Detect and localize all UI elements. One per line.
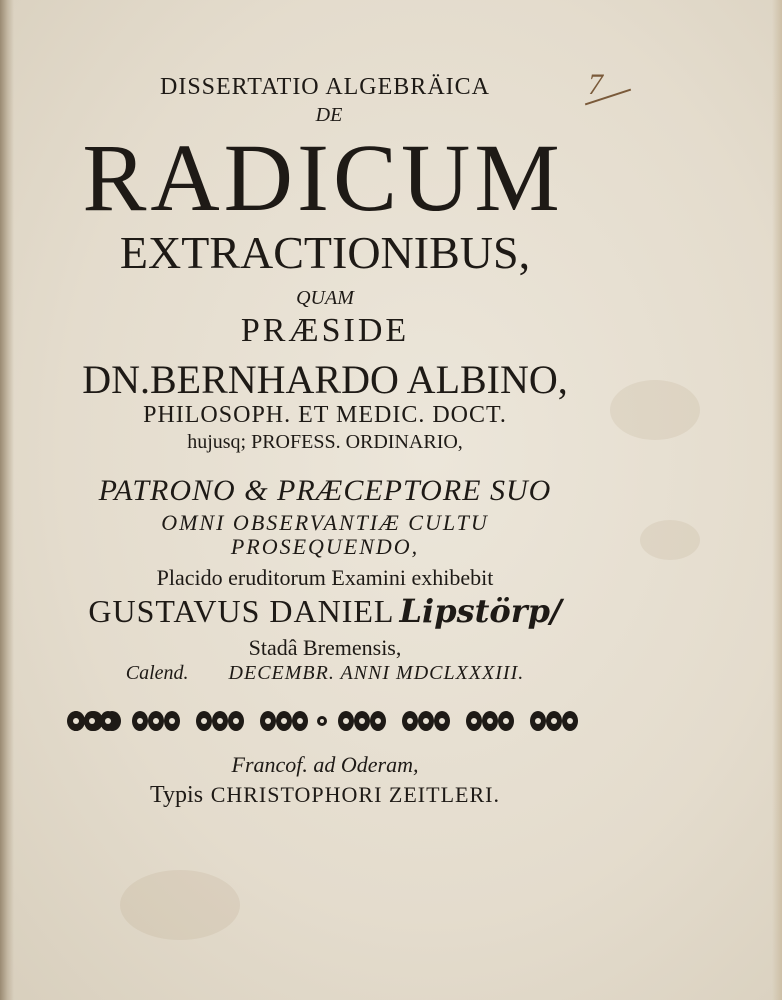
date-calend: Calend. (125, 662, 189, 684)
page-edge (772, 0, 782, 1000)
pencil-annotation: 7 (588, 68, 603, 101)
imprint-typis: Typis (150, 782, 204, 808)
imprint-printer (0, 780, 650, 809)
respondent-surname: Lipstörp/ (399, 592, 562, 630)
date-line (0, 662, 650, 685)
date-value: DECEMBR. ANNI MDCLXXXIII. (228, 662, 525, 684)
imprint-printer-name: CHRISTOPHORI ZEITLERI. (210, 782, 500, 807)
imprint-place: Francof. ad Oderam, (231, 752, 419, 777)
praeses-name: DN.BERNHARDO ALBINO, (82, 357, 568, 402)
main-title-extractionibus: EXTRACTIONIBUS, (119, 227, 531, 278)
dissertation-heading: DISSERTATIO ALGEBRÄICA (160, 74, 490, 100)
respondent-name: GUSTAVUS DANIEL (88, 593, 395, 629)
praeses-titles: PHILOSOPH. ET MEDIC. DOCT. (143, 402, 507, 428)
respondent-line (0, 592, 650, 630)
de-line: DE (315, 104, 343, 126)
origin-line: Stadâ Bremensis, (248, 635, 402, 660)
printers-ornament (64, 703, 584, 739)
prosequendo-line: PROSEQUENDO, (230, 534, 420, 559)
quam-line: QUAM (296, 287, 354, 309)
observantiae-line: OMNI OBSERVANTIÆ CULTU (161, 510, 489, 535)
examini-line: Placido eruditorum Examini exhibebit (156, 565, 494, 590)
praeside-line: PRÆSIDE (240, 312, 410, 349)
main-title-radicum: RADICUM (82, 124, 564, 231)
patrono-line: PATRONO & PRÆCEPTORE SUO (98, 474, 552, 507)
praeses-office: hujusq; PROFESS. ORDINARIO, (187, 431, 463, 453)
